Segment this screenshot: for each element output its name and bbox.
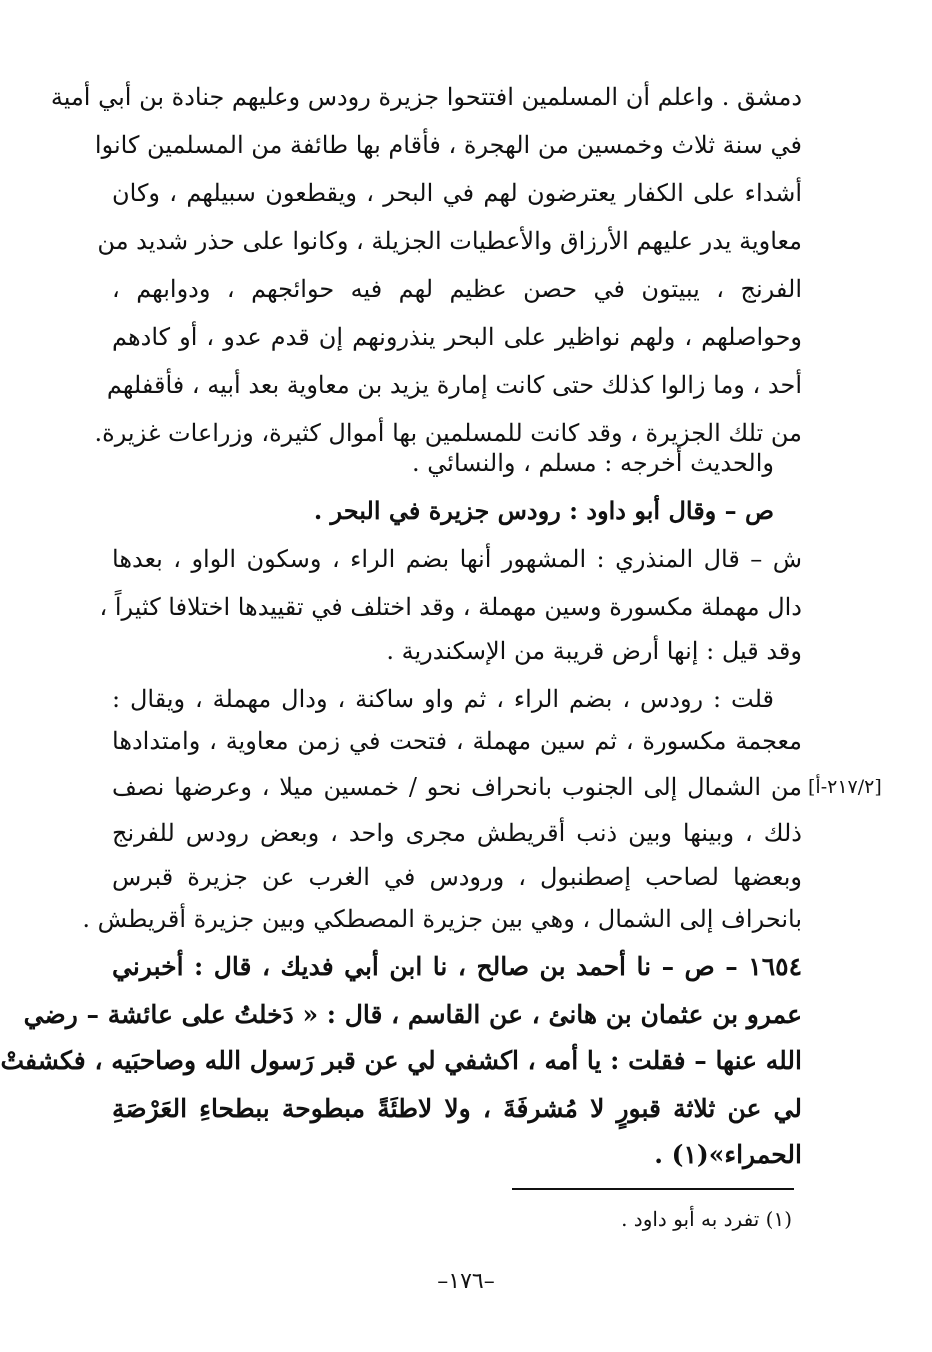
text-line: قلت : رودس ، بضم الراء ، ثم واو ساكنة ، ودال مهملة ، ويقال : [112, 685, 774, 713]
text-line: دال مهملة مكسورة وسين مهملة ، وقد اختلف في تقييدها اختلافا كثيراً ، [99, 593, 802, 621]
text-line: والحديث أخرجه : مسلم ، والنسائي . [412, 449, 774, 477]
text-line: عمرو بن عثمان بن هانئ ، عن القاسم ، قال : « دَخلتُ على عائشة – رضي [23, 1000, 802, 1029]
text-line: أشداء على الكفار يعترضون لهم في البحر ، ويقطعون سبيلهم ، وكان [112, 179, 802, 207]
footnote: (١) تفرد به أبو داود . [621, 1207, 792, 1231]
text-line: معاوية يدر عليهم الأرزاق والأعطيات الجزيلة ، وكانوا على حذر شديد من [97, 227, 802, 255]
text-line: من تلك الجزيرة ، وقد كانت للمسلمين بها أموال كثيرة، وزراعات غزيرة. [94, 419, 802, 447]
text-line: في سنة ثلاث وخمسين من الهجرة ، فأقام بها طائفة من المسلمين كانوا [94, 131, 802, 159]
text-line: الفرنج ، يبيتون في حصن عظيم لهم فيه حوائجهم ، ودوابهم ، [112, 275, 802, 303]
text-line: ذلك ، وبينها وبين ذنب أقريطش مجرى واحد ، وبعض رودس للفرنج [112, 819, 802, 847]
page-number: –١٧٦– [437, 1269, 495, 1294]
text-line: وحواصلهم ، ولهم نواظير على البحر ينذرونهم إن قدم عدو ، أو كادهم [112, 323, 802, 351]
text-line: من الشمال إلى الجنوب بانحراف نحو / خمسين ميلا ، وعرضها نصف [112, 773, 802, 801]
margin-manuscript-reference: [٢١٧/٢-أ] [808, 776, 882, 798]
text-line: وبعضها لصاحب إصطنبول ، ورودس في الغرب عن جزيرة قبرس [112, 863, 802, 891]
text-line: الله عنها – فقلت : يا أمه ، اكشفي لي عن قبر رَسول الله وصاحبَيه ، فكشفتْ [0, 1046, 802, 1075]
text-line: معجمة مكسورة ، ثم سين مهملة ، فتحت في زمن معاوية ، وامتدادها [112, 727, 802, 755]
text-line: الحمراء»(١) . [654, 1140, 802, 1169]
text-line: دمشق . واعلم أن المسلمين افتتحوا جزيرة رودس وعليهم جنادة بن أبي أمية [50, 83, 802, 111]
footnote-divider [512, 1188, 794, 1190]
text-line: أحد ، وما زالوا كذلك حتى كانت إمارة يزيد بن معاوية بعد أبيه ، فأقفلهم [106, 371, 802, 399]
text-line: لي عن ثلاثة قبورٍ لا مُشرفَةَ ، ولا لاطئَةً مبطوحة ببطحاءِ العَرْصَةِ [112, 1094, 802, 1123]
text-line: ١٦٥٤ – ص – نا أحمد بن صالح ، نا ابن أبي فديك ، قال : أخبرني [112, 952, 802, 981]
text-line: وقد قيل : إنها أرض قريبة من الإسكندرية . [386, 637, 802, 665]
text-line: ش – قال المنذري : المشهور أنها بضم الراء ، وسكون الواو ، بعدها [112, 545, 802, 573]
text-line: بانحراف إلى الشمال ، وهي بين جزيرة المصطكي وبين جزيرة أقريطش . [82, 905, 802, 933]
text-line: ص – وقال أبو داود : رودس جزيرة في البحر . [313, 496, 774, 525]
